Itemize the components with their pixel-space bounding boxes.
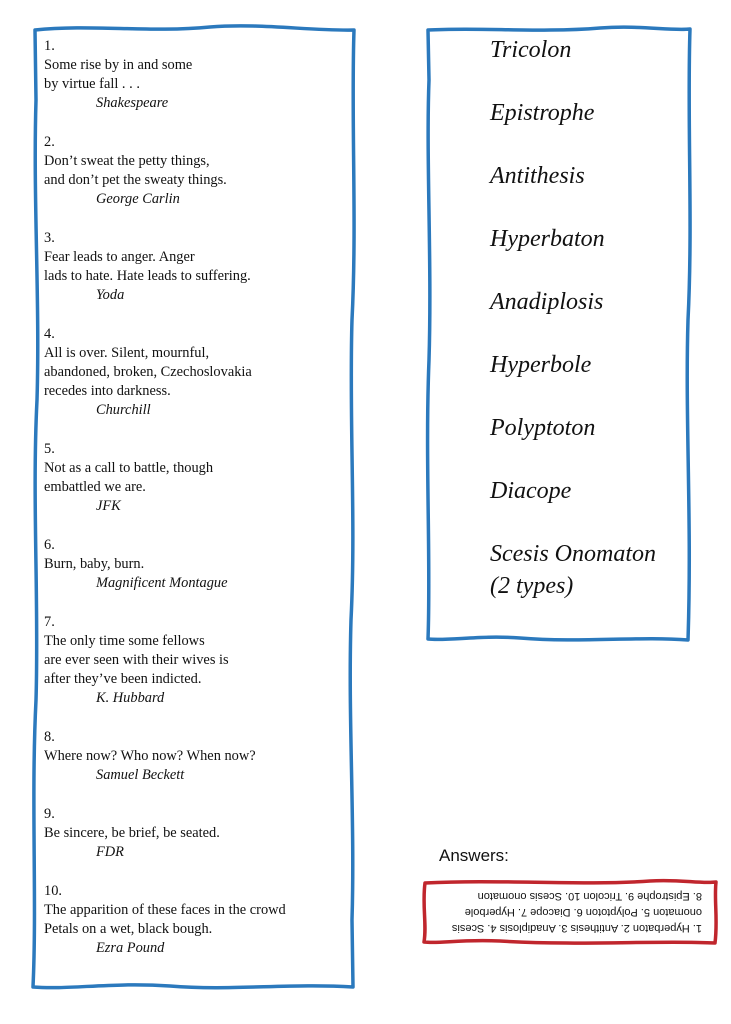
device-term: Epistrophe	[490, 100, 595, 126]
quote-line: The apparition of these faces in the crowd	[44, 902, 286, 918]
quote-number: 2.	[44, 134, 55, 150]
quote-line: Some rise by in and some	[44, 57, 193, 73]
answers-heading: Answers:	[439, 846, 509, 865]
quote-line: recedes into darkness.	[44, 383, 171, 399]
quote-number: 5.	[44, 441, 55, 457]
device-term-note: (2 types)	[490, 573, 574, 599]
answers-line: 8. Epistrophe 9. Tricolon 10. Scesis onomaton	[477, 890, 702, 902]
quote-block	[44, 536, 334, 593]
quote-number: 3.	[44, 230, 55, 246]
quote-block	[44, 882, 334, 958]
device-term: Diacope	[490, 478, 572, 504]
quote-author: FDR	[96, 844, 124, 860]
quote-author: Magnificent Montague	[96, 575, 228, 591]
quote-author: Samuel Beckett	[96, 767, 185, 783]
quote-line: Don’t sweat the petty things,	[44, 153, 210, 169]
device-term: Scesis Onomaton	[490, 541, 656, 567]
quote-line: Be sincere, be brief, be seated.	[44, 825, 220, 841]
quote-author: Ezra Pound	[96, 940, 165, 956]
quote-number: 9.	[44, 806, 55, 822]
quote-author: K. Hubbard	[96, 690, 165, 706]
quote-number: 1.	[44, 38, 55, 54]
quote-author: Shakespeare	[96, 95, 169, 111]
quote-block	[44, 728, 334, 785]
quote-block	[44, 133, 334, 209]
quote-author: JFK	[96, 498, 121, 514]
quote-line: Fear leads to anger. Anger	[44, 249, 195, 265]
quote-line: are ever seen with their wives is	[44, 652, 229, 668]
quote-line: Burn, baby, burn.	[44, 556, 145, 572]
quote-line: and don’t pet the sweaty things.	[44, 172, 227, 188]
quote-line: lads to hate. Hate leads to suffering.	[44, 268, 251, 284]
quote-line: by virtue fall . . .	[44, 76, 140, 92]
device-term: Tricolon	[490, 37, 572, 63]
quote-line: embattled we are.	[44, 479, 146, 495]
quote-line: after they’ve been indicted.	[44, 671, 202, 687]
quote-number: 7.	[44, 614, 55, 630]
quote-line: All is over. Silent, mournful,	[44, 345, 210, 361]
quote-block	[44, 440, 334, 516]
answers-box-upside-down	[430, 884, 710, 940]
device-term: Anadiplosis	[490, 289, 604, 315]
answers-line: onomaton 5. Polyptoton 6. Diacope 7. Hyperbole	[464, 906, 702, 918]
quote-author: Churchill	[96, 402, 151, 418]
device-term: Hyperbaton	[490, 226, 605, 252]
quote-author: George Carlin	[96, 191, 180, 207]
quote-block	[44, 613, 334, 708]
quote-line: Not as a call to battle, though	[44, 460, 214, 476]
quote-block	[44, 325, 334, 420]
device-term: Polyptoton	[490, 415, 596, 441]
quote-number: 6.	[44, 537, 55, 553]
quote-block	[44, 37, 334, 113]
device-term: Hyperbole	[490, 352, 592, 378]
answers-line: 1. Hyperbaton 2. Antithesis 3. Anadiplosis 4. Scesis	[451, 922, 702, 934]
quote-line: abandoned, broken, Czechoslovakia	[44, 364, 252, 380]
quote-line: Where now? Who now? When now?	[44, 748, 256, 764]
quote-author: Yoda	[96, 287, 125, 303]
quote-block	[44, 805, 334, 862]
device-term: Antithesis	[490, 163, 585, 189]
quote-block	[44, 229, 334, 305]
quote-line: The only time some fellows	[44, 633, 205, 649]
quotes-column	[44, 37, 334, 978]
terms-column	[490, 34, 690, 633]
quote-number: 4.	[44, 326, 55, 342]
quote-number: 10.	[44, 883, 62, 899]
quote-number: 8.	[44, 729, 55, 745]
quote-line: Petals on a wet, black bough.	[44, 921, 213, 937]
